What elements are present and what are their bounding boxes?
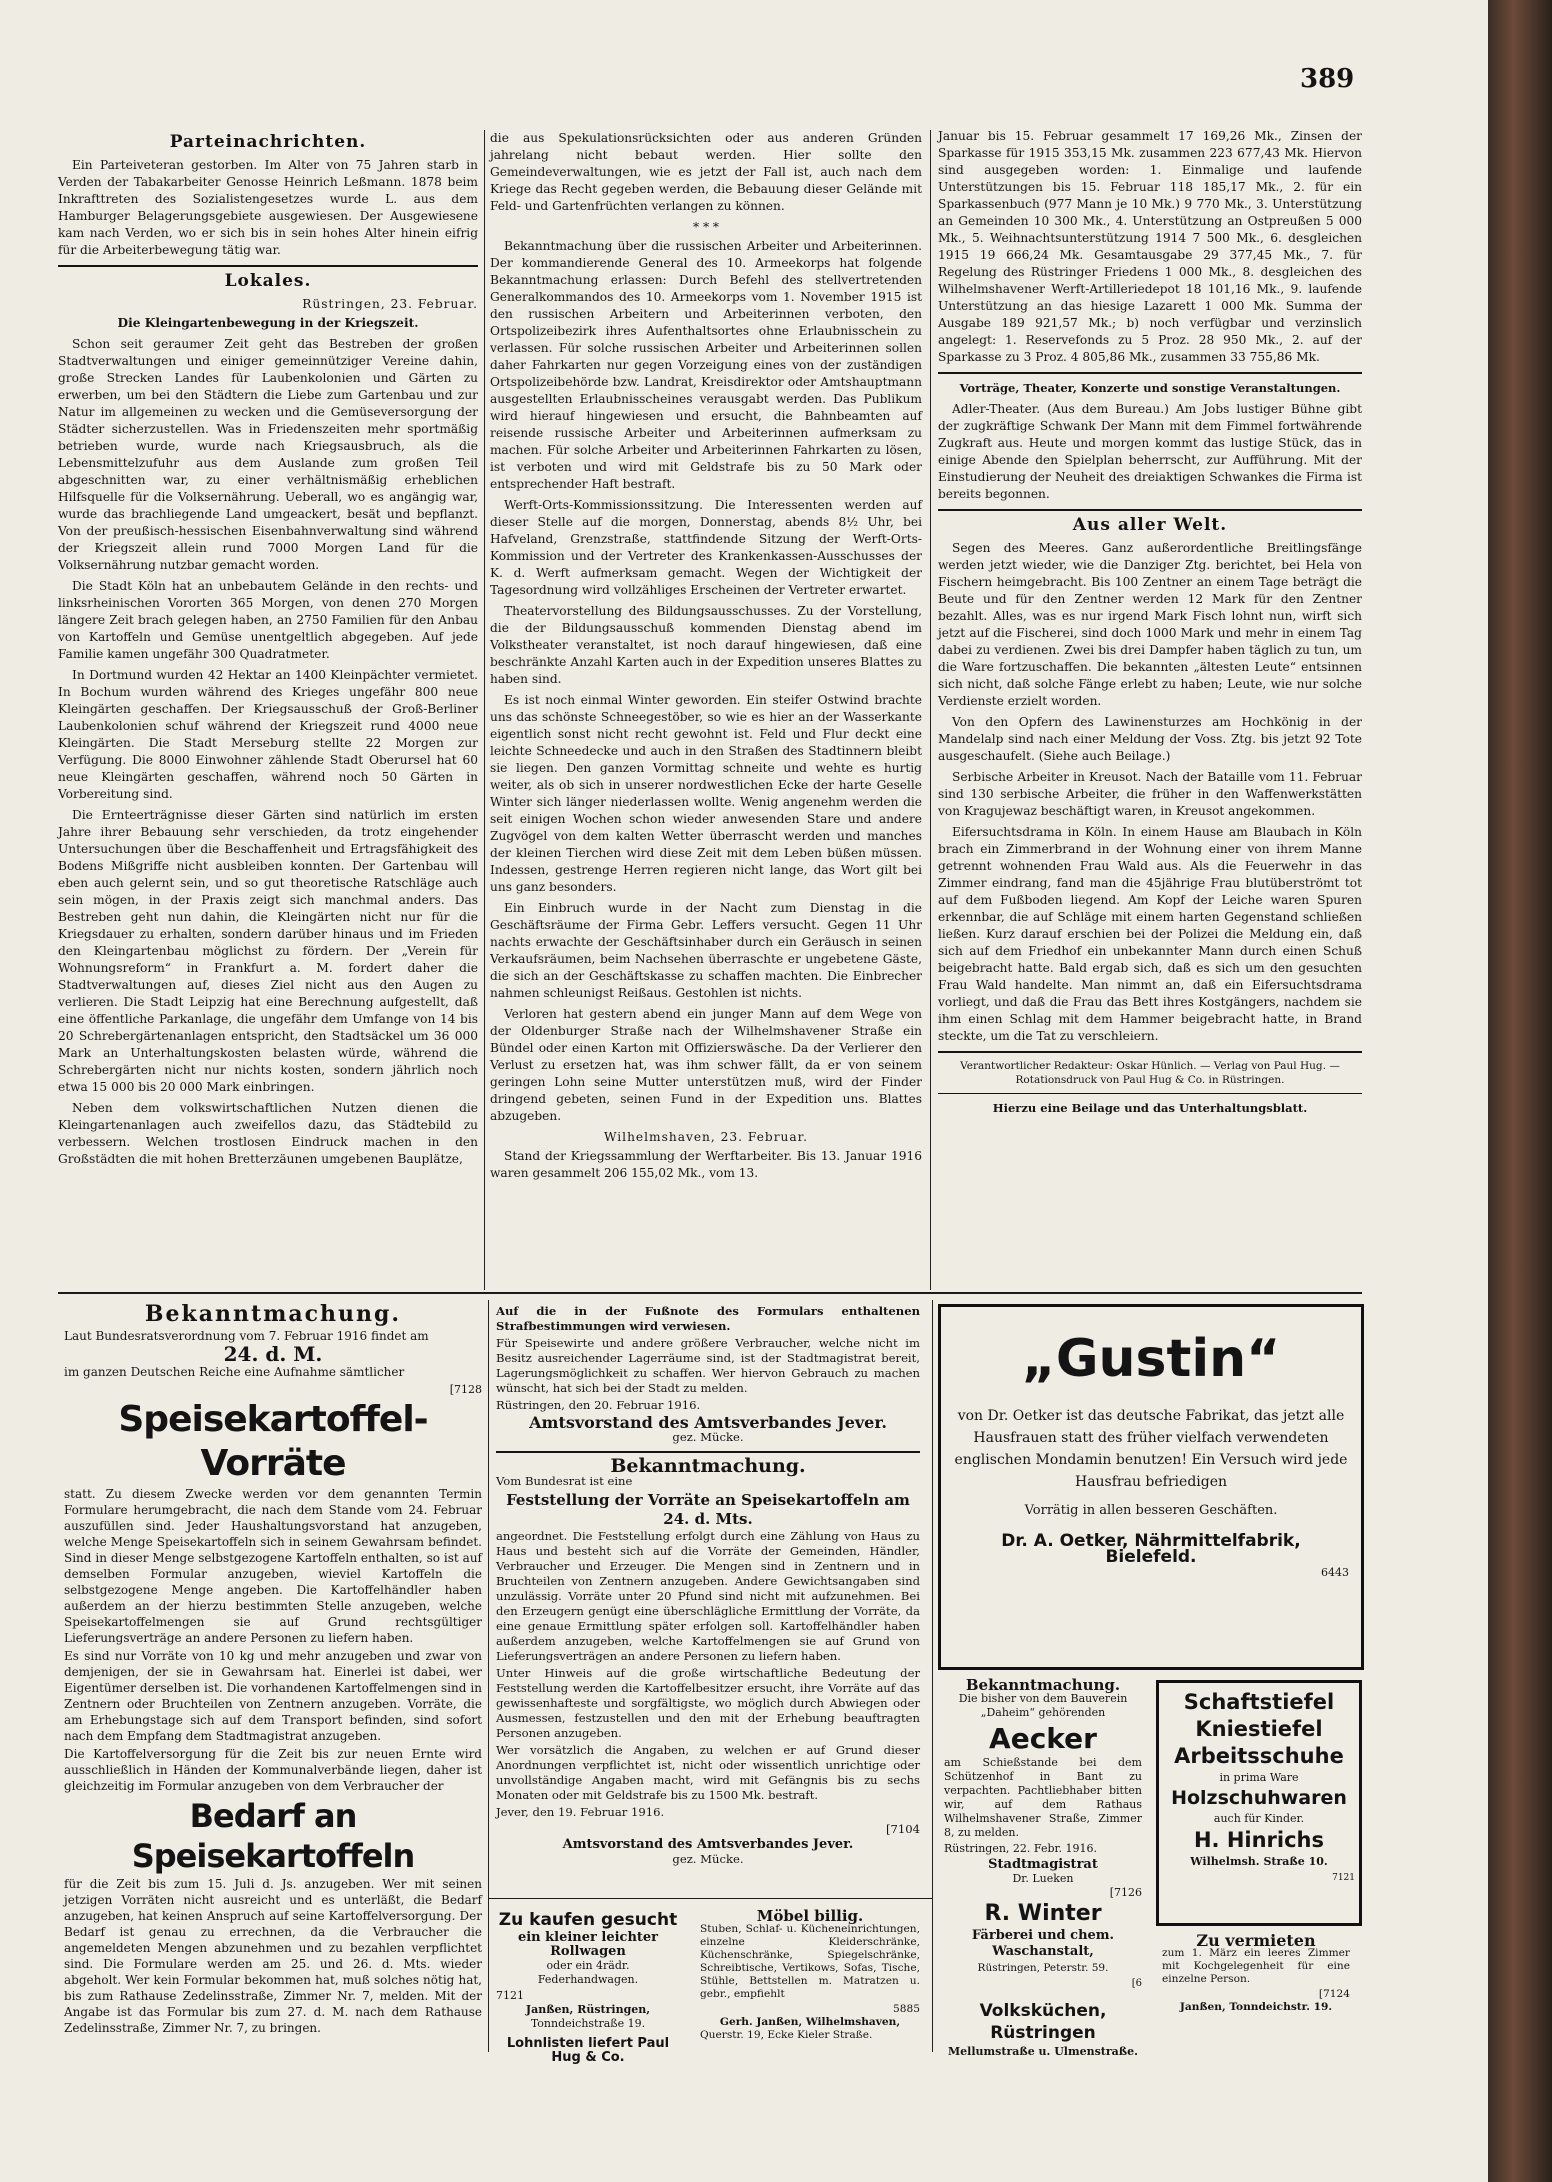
ad-address: Mellumstraße u. Ulmenstraße.	[948, 2045, 1138, 2058]
ads-divider	[58, 1292, 1362, 1294]
ad-ref: [7104	[885, 1822, 920, 1836]
section-heading-events: Vorträge, Theater, Konzerte und sonstige Veranstaltungen.	[959, 381, 1341, 395]
ad-ref: [7128	[449, 1383, 482, 1396]
article-werft-commission: Werft-Orts-Kommissionssitzung. Die Interessenten werden auf dieser Stelle auf die morgen, Donnerstag, abends 8½ Uhr, bei Hafveland, Grenzstraße, stattfindende Sitzung der Werft-Orts-Kommission und der Vertreter des Krankenkassen-Ausschusses der K. d. Werft aufmerksam gemacht. Wegen der Wichtigkeit der Tagesordnung wird vollzähliges Erscheinen der Vertreter erwartet.	[490, 498, 922, 597]
ad-signature-name: gez. Mücke.	[672, 1430, 744, 1444]
article-theater: Theatervorstellung des Bildungsausschusses. Zu der Vorstellung, die der Bildungsausschuß kommenden Dienstag abend im Volkstheater veranstaltet, ist noch darauf hingewiesen, daß eine beschränkte Anzahl Karten auch in der Expedition unseres Blattes zu haben sind.	[490, 604, 922, 686]
ad-text: Laut Bundesratsverordnung vom 7. Februar 1916 findet am	[64, 1329, 429, 1343]
article-russian-workers: Bekanntmachung über die russischen Arbeiter und Arbeiterinnen. Der kommandierende General des 10. Armeekorps hat folgende Bekanntmachung erlassen: Durch Befehl des stellvertretenden Generalkommandos des 10. Armeekorps vom 1. November 1915 ist den russischen Arbeitern und Arbeiterinnen verboten, den Ortspolizeibezirk ihres Aufenthaltsortes ohne Erlaubnisschein zu verlassen. Für solche russischen Arbeiter und Arbeiterinnen sollen daher Fahrkarten nur gegen Vorzeigung eines von der zuständigen Ortspolizeibehörde bzw. Landrat, Kreisdirektor oder Amtshauptmann ausgestellten Erlaubnisscheines verausgabt werden. Das Publikum wird hierauf hingewiesen und ersucht, die Bahnbeamten auf reisende russische Arbeiter und Arbeiterinnen aufmerksam zu machen. Für solche Arbeiter und Arbeiterinnen Fahrkarten zu lösen, ist verboten und wird mit Geldstrafe bis zu 50 Mark oder entsprechender Haft bestraft.	[490, 239, 922, 491]
ad-headline: Aecker	[989, 1722, 1097, 1755]
divider	[938, 1093, 1362, 1094]
dateline: Wilhelmshaven, 23. Februar.	[603, 1130, 809, 1144]
ad-text: im ganzen Deutschen Reiche eine Aufnahme sämtlicher	[64, 1365, 405, 1379]
ad-text: Es sind nur Vorräte von 10 kg und mehr anzugeben und zwar von demjenigen, der sie in Gewahrsam hat. Einerlei ist dabei, wer Eigentümer derselben ist. Die vorhandenen Kartoffelmengen sind in Zentnern oder Bruchteilen von Zentnern anzugeben. Vorräte, die am Erhebungstage sich auf dem Transport befinden, sind sofort nach dem Empfang dem Stadtmagistrat anzugeben.	[64, 1649, 482, 1743]
article-paragraph: In Dortmund wurden 42 Hektar an 1400 Kleinpächter vermietet. In Bochum wurden während des Krieges ungefähr 800 neue Kleingärten geschaffen. Der Kriegsausschuß der Groß-Berliner Laubenkolonien schuf während der Kriegszeit rund 4000 neue Kleingärten. Die Stadt Merseburg stellte 22 Morgen zur Verfügung. Die 8000 Einwohner zählende Stadt Oberursel hat 60 neue Kleingärten geschaffen, während noch 50 Gärten in Vorbereitung sind.	[58, 668, 478, 801]
ad-signature: Amtsvorstand des Amtsverbandes Jever.	[562, 1837, 854, 1852]
ad-address: Querstr. 19, Ecke Kieler Straße.	[700, 2029, 873, 2041]
article-paragraph: Die Stadt Köln hat an unbebautem Gelände in den rechts- und linksrheinischen Vororten 365 Morgen, von denen 270 Morgen längere Zeit brach gelegen haben, an 2750 Familien für den Anbau von Kartoffeln und Gemüse unentgeltlich abgegeben. Auf jede Familie kamen ungefähr 300 Quadratmeter.	[58, 579, 478, 661]
ad-text: für die Zeit bis zum 15. Juli d. Js. anzugeben. Wer mit seinen jetzigen Vorräten nicht ausreicht und es unterläßt, die Bedarf anzugeben, hat keinen Anspruch auf seine Kartoffelversorgung. Der Bedarf ist genau zu errechnen, da die Verbraucher die angemeldeten Mengen abzunehmen und zu bezahlen verpflichtet sind. Die Formulare werden am 25. und 26. d. Mts. wieder abgeholt. Wer kein Formular bekommen hat, muß solches nötig hat, bis zum Rathause Zedelinsstraße, Zimmer Nr. 7, melden. Mit der Angabe ist das Formular bis zum 27. d. M. nach dem Rathause Zedelinsstraße, Zimmer Nr. 7, zu bringen.	[64, 1877, 482, 2035]
ad-aecker	[938, 1674, 1148, 1899]
ad-text: Vom Bundesrat ist eine	[496, 1474, 633, 1488]
imprint: Verantwortlicher Redakteur: Oskar Hünlich. — Verlag von Paul Hug. — Rotationsdruck von Paul Hug & Co. in Rüstringen.	[960, 1060, 1340, 1086]
ad-text: Rüstringen, den 20. Februar 1916.	[496, 1398, 701, 1412]
ad-name: H. Hinrichs	[1193, 1828, 1325, 1852]
ad-signature-name: Dr. Lueken	[1012, 1872, 1074, 1885]
ad-name: Janßen, Tonndeichstr. 19.	[1179, 2001, 1333, 2013]
ad-text: Auf die in der Fußnote des Formulars enthaltenen Strafbestimmungen wird verwiesen.	[496, 1304, 920, 1333]
separator-stars: * * *	[692, 220, 720, 234]
ad-headline: Feststellung der Vorräte an Speisekartoffeln am 24. d. Mts.	[506, 1491, 910, 1528]
divider	[938, 372, 1362, 374]
ad-title: Bekanntmachung.	[144, 1301, 402, 1327]
ad-line: Kniestiefel	[1195, 1717, 1323, 1741]
ad-headline: Zu kaufen gesucht	[498, 1910, 678, 1930]
ad-name: Janßen, Rüstringen,	[525, 2003, 651, 2016]
ad-signature: Amtsvorstand des Amtsverbandes Jever.	[529, 1413, 887, 1432]
ad-ref: 6443	[1321, 1566, 1349, 1579]
article-paragraph: Schon seit geraumer Zeit geht das Bestreben der großen Stadtverwaltungen und einiger gemeinnütziger Vereine dahin, große Strecken Landes für Laubenkolonien und Gärten zu erwerben, um bei den Städtern die Liebe zum Gartenbau und zur Natur im allgemeinen zu wecken und die Gemüseversorgung der Städter sicherzustellen. Was in Friedenszeiten mehr sportmäßig betrieben wurde, wurde nach Kriegsausbruch, als die Lebensmittelzufuhr aus dem Auslande zum großen Teil abgeschnitten war, zu einer verhältnismäßig erheblichen Hilfsquelle für die Volksernährung. Ueberall, wo es angängig war, wurde das brachliegende Land umgeackert, besät und bepflanzt. Von der preußisch-hessischen Eisenbahnverwaltung sind während der Kriegszeit allein rund 7000 Morgen Land für die Volksernährung nutzbar gemacht worden.	[58, 337, 478, 572]
ad-maker: Dr. A. Oetker, Nährmittelfabrik, Bielefeld.	[1001, 1531, 1301, 1567]
ad-ref: 5885	[893, 2003, 920, 2015]
ad-signature-name: gez. Mücke.	[672, 1852, 744, 1866]
ad-text: von Dr. Oetker ist das deutsche Fabrikat, das jetzt alle Hausfrauen statt des früher vielfach verwendeten englischen Mondamin benutzen! Ein Versuch wird jede Hausfrau befriedigen	[954, 1408, 1348, 1490]
ad-text: oder ein 4rädr. Federhandwagen.	[537, 1959, 639, 1986]
ad-text: statt. Zu diesem Zwecke werden vor dem genannten Termin Formulare herumgebracht, die nach dem Stande vom 24. Februar auszufüllen sind. Jeder Haushaltungsvorstand hat anzugeben, welche Menge Speisekartoffeln sich in seinem Gewahrsam befindet. Sind in dieser Menge selbstgezogene Kartoffeln enthalten, so ist auf demselben Formular anzugeben, wieviel Kartoffeln die selbstgezogene Menge angeben. Die Kartoffelhändler haben außerdem an der hierzu bestimmten Stelle anzugeben, welche Speisekartoffelmengen sie auf Grund rechtsgültiger Lieferungsverträge an andere Personen zu liefern haben.	[64, 1487, 482, 1645]
column-divider	[484, 130, 485, 1290]
ad-address: Rüstringen, Peterstr. 59.	[977, 1962, 1109, 1974]
ad-title: Bekanntmachung.	[965, 1676, 1121, 1694]
ad-lohnlisten: Lohnlisten liefert Paul Hug & Co.	[506, 2036, 670, 2065]
ad-text: Unter Hinweis auf die große wirtschaftliche Bedeutung der Feststellung werden die Kartoffelbesitzer ersucht, ihre Vorräte auf das gewissenhafteste und sorgfältigste, wo möglich durch Abwiegen oder Ausmessen, festzustellen und den mit der Erhebung beauftragten Personen anzugeben.	[496, 1666, 920, 1740]
ad-headline: Zu vermieten	[1196, 1931, 1316, 1950]
page-number: 389	[1300, 64, 1355, 94]
ad-line: Färberei und chem. Waschanstalt,	[971, 1928, 1115, 1959]
section-heading-party-news: Parteinachrichten.	[169, 132, 367, 152]
ad-text: Die Kartoffelversorgung für die Zeit bis zur neuen Ernte wird ausschließlich in Händen der Kommunalverbände liegen, daher ist gleichzeitig im Formular anzugeben von dem Verbraucher der	[64, 1747, 482, 1793]
ad-headline: Möbel billig.	[756, 1907, 864, 1925]
column-divider	[930, 130, 931, 1290]
ad-line: auch für Kinder.	[1213, 1812, 1305, 1825]
article-burglary: Ein Einbruch wurde in der Nacht zum Dienstag in die Geschäftsräume der Firma Gebr. Leffers versucht. Gegen 11 Uhr nachts erwachte der Geschäftsinhaber durch ein Geräusch in seinen Verkaufsräumen, beim Nachsehen überraschte er ungebetene Gäste, die sich an der Geschäftskasse zu schaffen machten. Die Einbrecher nahmen schleunigst Reißaus. Gestohlen ist nichts.	[490, 901, 922, 1000]
ad-text: Wer vorsätzlich die Angaben, zu welchen er auf Grund dieser Anordnungen verpflichtet ist, nicht oder wissentlich unrichtige oder unvollständige Angaben macht, wird mit Gefängnis bis zu sechs Monaten oder mit Geldstrafe bis zu 1500 Mk. bestraft.	[496, 1743, 920, 1802]
ad-wanted-cart	[490, 1906, 686, 2065]
ad-name: Gerh. Janßen, Wilhelmshaven,	[719, 2016, 901, 2028]
ad-brand: „Gustin“	[1021, 1329, 1281, 1389]
ad-text: Vorrätig in allen besseren Geschäften.	[1024, 1503, 1278, 1518]
article-adler-theater: Adler-Theater. (Aus dem Bureau.) Am Jobs lustiger Bühne gibt der zugkräftige Schwank Der Mann mit dem Fimmel fortwährende Zugkraft aus. Heute und morgen kommt das lustige Stück, das in einige Abende den Spielplan beherrscht, zur Aufführung. Mit der Einstudierung der Neuheit des dreiaktigen Schwankes die Firma ist bereits begonnen.	[938, 402, 1362, 501]
divider	[58, 265, 478, 267]
ad-name: R. Winter	[984, 1901, 1102, 1926]
divider	[496, 1451, 920, 1453]
ad-stadtmagistrat	[490, 1300, 926, 1890]
ad-potato-census	[58, 1300, 488, 2050]
section-heading-local: Lokales.	[224, 271, 312, 291]
article-serbian-workers: Serbische Arbeiter in Kreusot. Nach der Bataille vom 11. Februar sind 130 serbische Arbeiter, die früher in den Waffenwerkstätten von Kragujewaz beschäftigt waren, in Kreusot angekommen.	[938, 770, 1362, 818]
ad-furniture	[694, 1906, 926, 2054]
ad-line: Schaftstiefel	[1183, 1690, 1335, 1714]
article-war-collection: Stand der Kriegssammlung der Werftarbeiter. Bis 13. Januar 1916 waren gesammelt 206 155,02 Mk., vom 13.	[490, 1149, 922, 1180]
ads-column-divider	[932, 1300, 933, 2052]
article-lost: Verloren hat gestern abend ein junger Mann auf dem Wege von der Oldenburger Straße nach der Wilhelmshavener Straße ein Bündel oder einen Karton mit Offizierswäsche. Da der Verlierer den Verlust zu ersetzen hat, was ihm schwer fällt, da er von seinem geringen Lohn seine Mutter unterstützen muß, wird der Finder dringend gebeten, seinen Fund in der Expedition uns. Blattes abzugeben.	[490, 1007, 922, 1123]
ad-text: Jever, den 19. Februar 1916.	[496, 1805, 665, 1819]
ad-text: zum 1. März ein leeres Zimmer mit Kochgelegenheit für eine einzelne Person.	[1162, 1947, 1350, 1985]
ad-sub: ein kleiner leichter Rollwagen	[517, 1930, 659, 1959]
ads-divider	[488, 1898, 932, 1899]
article-paragraph: die aus Spekulationsrücksichten oder aus anderen Gründen jahrelang nicht bebaut werden. Hier sollte den Gemeindeverwaltungen, wie es jetzt der Fall ist, auch nach dem Kriege das Recht gegeben werden, die Bebauung dieser Gelände mit Feld- und Gartenfrüchten verlangen zu können.	[490, 131, 922, 213]
column-3	[938, 128, 1362, 1258]
ad-date: 24. d. M.	[223, 1342, 323, 1366]
divider	[938, 1051, 1362, 1053]
ad-gustin	[938, 1304, 1364, 1670]
ad-signature: Stadtmagistrat	[988, 1857, 1098, 1872]
ads-column-divider	[488, 1300, 489, 2052]
ad-ref: 7121	[496, 1989, 524, 2002]
article-fishing: Segen des Meeres. Ganz außerordentliche Breitlingsfänge werden jetzt wieder, wie die Danziger Ztg. berichtet, bei Hela von Fischern heimgebracht. Bis 100 Zentner an einem Tage beträgt die Beute und für den Zentner werden 12 Mark für den Zentner bezahlt. Alles, was es nur irgend Mark Fisch lohnt nun, wirft sich jetzt auf die Fischerei, sind doch 1000 Mark und mehr in einem Tag dabei zu verdienen. Zwei bis drei Dampfer haben täglich zu tun, um die Ware fortzuschaffen. Die bekannten „ältesten Leute“ entsinnen sich nicht, daß solche Fänge erlebt zu haben; Leute, wie nur solche Verdienste erzielt worden.	[938, 541, 1362, 708]
article-paragraph: Neben dem volkswirtschaftlichen Nutzen dienen die Kleingartenanlagen auch zweifellos dazu, das Städtebild zu verbessern. Welchen trostlosen Eindruck machen in den Großstädten die mit hohen Bretterzäunen umgebenen Bauplätze,	[58, 1101, 478, 1166]
article-title-kleingarten: Die Kleingartenbewegung in der Kriegszeit.	[117, 316, 419, 330]
column-1	[58, 130, 478, 1260]
article-avalanche: Von den Opfern des Lawinensturzes am Hochkönig in der Mandelalp sind nach einer Meldung der Voss. Ztg. bis jetzt 92 Tote ausgeschaufelt. (Siehe auch Beilage.)	[938, 715, 1362, 763]
ad-line: Arbeitsschuhe	[1174, 1744, 1344, 1768]
article-cologne-drama: Eifersuchtsdrama in Köln. In einem Hause am Blaubach in Köln brach ein Zimmerbrand in der Wohnung einer von ihrem Manne getrennt wohnenden Frau Wald aus. Als die Feuerwehr in das Zimmer eindrang, fand man die 45jährige Frau blutüberströmt tot auf dem Fußboden liegend. Am Kopf der Leiche waren Spuren erkennbar, die auf Schläge mit einem harten Gegenstand schließen ließen. Kurz darauf erschien bei der Polizei die Meldung ein, daß sich auf dem Friedhof ein unbekannter Mann durch einen Schuß beigebracht hatte. Bald ergab sich, daß es sich um den gesuchten Frau Wald handelte. Man nimmt an, daß ein Eifersuchtsdrama vorliegt, und daß die Frau das Bett ihres Kostgängers, nachdem sie ihm einen Schlag mit dem Hammer beigebracht hatte, in Brand steckte, um die Tat zu verschleiern.	[938, 825, 1362, 1043]
article-paragraph: Die Ernteerträgnisse dieser Gärten sind natürlich im ersten Jahre ihrer Bebauung sehr verschieden, da trotz eingehender Untersuchungen über die Beschaffenheit und Ertragsfähigkeit des Bodens Mißgriffe nicht ausbleiben konnten. Der Gartenbau will eben auch gelernt sein, und so gut theoretische Ratschläge auch sein mögen, in der Praxis zeigt sich manchmal anders. Das Bestreben geht nun dahin, die Kleingärten nicht nur für die Kriegsdauer zu erhalten, sondern darüber hinaus und im Frieden den Kleingartenbau möglichst zu fördern. Der „Verein für Wohnungsreform“ in Frankfurt a. M. fordert daher die Stadtverwaltungen auf, dieses Ziel nicht aus den Augen zu verlieren. Die Stadt Leipzig hat eine Berechnung aufgestellt, daß eine öffentliche Parkanlage, die ungefähr dem Umfange von 14 bis 20 Schrebergärtenanlagen entspricht, den Stadtsäckel um 36 000 Mark an Unterhaltungskosten belasten würde, während die Schrebergärten nicht nur nichts kosten, sondern jährlich noch etwa 15 000 bis 20 000 Mark einbringen.	[58, 808, 478, 1094]
ad-line: in prima Ware	[1219, 1771, 1299, 1784]
ad-line: Holzschuhwaren	[1171, 1787, 1347, 1809]
ad-text: Für Speisewirte und andere größere Verbraucher, welche nicht im Besitz ausreichender Lagerräume sind, ist der Stadtmagistrat bereit, Lagerungsmöglichkeit zu schaffen. Wer hiervon Gebrauch zu machen wünscht, hat sich bei der Stadt zu melden.	[496, 1336, 920, 1395]
ad-headline-2: Bedarf an Speisekartoffeln	[131, 1797, 415, 1875]
ad-text: angeordnet. Die Feststellung erfolgt durch eine Zählung von Haus zu Haus und besteht sich auf die Vorräte der Gemeinden, Händler, Verbraucher und Erzeuger. Die Mengen sind in Zentnern und in Bruchteilen von Zentnern anzugeben. Andere Gewichtsangaben sind unzulässig. Vorräte unter 20 Pfund sind nicht mit aufzunehmen. Bei den Erzeugern genügt eine überschlägliche Ermittlung der Vorräte, da eine genaue Ermittlung später erfolgen soll. Kartoffelhändler haben außerdem anzugeben, welche Kartoffelmengen sie auf Grund von Lieferungsverträgen an andere Personen zu liefern haben.	[496, 1529, 920, 1663]
dateline: Rüstringen, 23. Februar.	[302, 297, 478, 311]
ad-winter	[938, 1896, 1148, 2056]
article-winter: Es ist noch einmal Winter geworden. Ein steifer Ostwind brachte uns das schönste Schneegestöber, so wie es hier an der Wasserkante eigentlich sonst nicht recht gewohnt ist. Feld und Flur deckt eine leichte Schneedecke und auch in den Straßen des Stadtinnern bleibt sie liegen. Den ganzen Vormittag schneite und wehte es hurtig weiter, als ob sich in unserer nordwestlichen Ecke der harte Geselle Winter sich länger niederlassen wollte. Wenig angenehm werden die seit einigen Wochen schon wieder anwesenden Stare und andere Zugvögel von dem kalten Wetter überrascht werden und manches der kleinen Tierchen wird diese Zeit mit dem Leben büßen müssen. Indessen, gestrenge Herren regieren nicht lange, das Wort gilt bei uns ganz besonders.	[490, 693, 922, 894]
ad-text: Rüstringen, 22. Febr. 1916.	[944, 1842, 1098, 1855]
ad-ref: [7124	[1318, 1988, 1350, 2000]
ad-ref: 7121	[1332, 1873, 1355, 1883]
book-binding	[1488, 0, 1552, 2182]
ad-shoes	[1156, 1680, 1362, 1926]
ad-text: Die bisher von dem Bauverein „Daheim“ gehörenden	[958, 1692, 1128, 1719]
section-heading-world: Aus aller Welt.	[1072, 515, 1228, 535]
supplement-note: Hierzu eine Beilage und das Unterhaltungsblatt.	[992, 1101, 1308, 1115]
ad-text: Stuben, Schlaf- u. Kücheneinrichtungen, einzelne Kleiderschränke, Küchenschränke, Spiegelschränke, Schreibtische, Vertikows, Sofas, Tische, Stühle, Bettstellen m. Matratzen u. gebr., empfiehlt	[700, 1923, 920, 2000]
ad-ref: [7126	[1109, 1886, 1142, 1899]
divider	[938, 509, 1362, 511]
ad-volkskuechen: Volksküchen, Rüstringen	[979, 2001, 1107, 2043]
ad-address: Wilhelmsh. Straße 10.	[1190, 1855, 1328, 1868]
column-2	[490, 130, 922, 1260]
ad-headline: Speisekartoffel-Vorräte	[118, 1399, 428, 1484]
ad-ref: [6	[1131, 1978, 1142, 1989]
ad-title: Bekanntmachung.	[610, 1455, 806, 1477]
ad-text: am Schießstande bei dem Schützenhof in Bant zu verpachten. Pachtliebhaber bitten wir, auf dem Rathaus Wilhelmshavener Straße, Zimmer 8, zu melden.	[944, 1756, 1142, 1839]
article-party-veteran: Ein Parteiveteran gestorben. Im Alter von 75 Jahren starb in Verden der Tabakarbeiter Genosse Heinrich Leßmann. 1878 beim Inkrafttreten des Sozialistengesetzes wurde L. aus dem Hamburger Belagerungsgebiete ausgewiesen. Der Ausgewiesene kam nach Verden, wo er sich bis in sein hohes Alter hinein eifrig für die Arbeiterbewegung tätig war.	[58, 158, 478, 257]
ad-for-rent	[1156, 1930, 1356, 2056]
ad-address: Tonndeichstraße 19.	[530, 2017, 646, 2030]
article-war-collection-cont: Januar bis 15. Februar gesammelt 17 169,26 Mk., Zinsen der Sparkasse für 1915 353,15 Mk. zusammen 223 677,43 Mk. Hiervon sind ausgegeben worden: 1. Einmalige und laufende Unterstützungen bis 15. Februar 118 185,17 Mk., 2. für ein Sparkassenbuch (977 Mann je 10 Mk.) 9 770 Mk., 3. Unterstützung an Gemeinden 10 300 Mk., 4. Unterstützung an Ostpreußen 5 000 Mk., 5. Weihnachtsunterstützung 1914 7 500 Mk., 6. desgleichen 1915 19 666,24 Mk. Gesamtausgabe 29 377,45 Mk., 7. für Regelung des Rüstringer Friedens 1 000 Mk., 8. desgleichen des Wilhelmshavener Werft-Artilleriedepot 18 101,16 Mk., 9. laufende Unterstützung an das hiesige Lazarett 1 000 Mk. Summa der Ausgabe 189 921,57 Mk.; b) noch verfügbar und verzinslich angelegt: 1. Reservefonds zu 5 Proz. 28 950 Mk., 2. auf der Sparkasse zu 3 Proz. 4 805,86 Mk., zusammen 33 755,86 Mk.	[938, 129, 1362, 364]
